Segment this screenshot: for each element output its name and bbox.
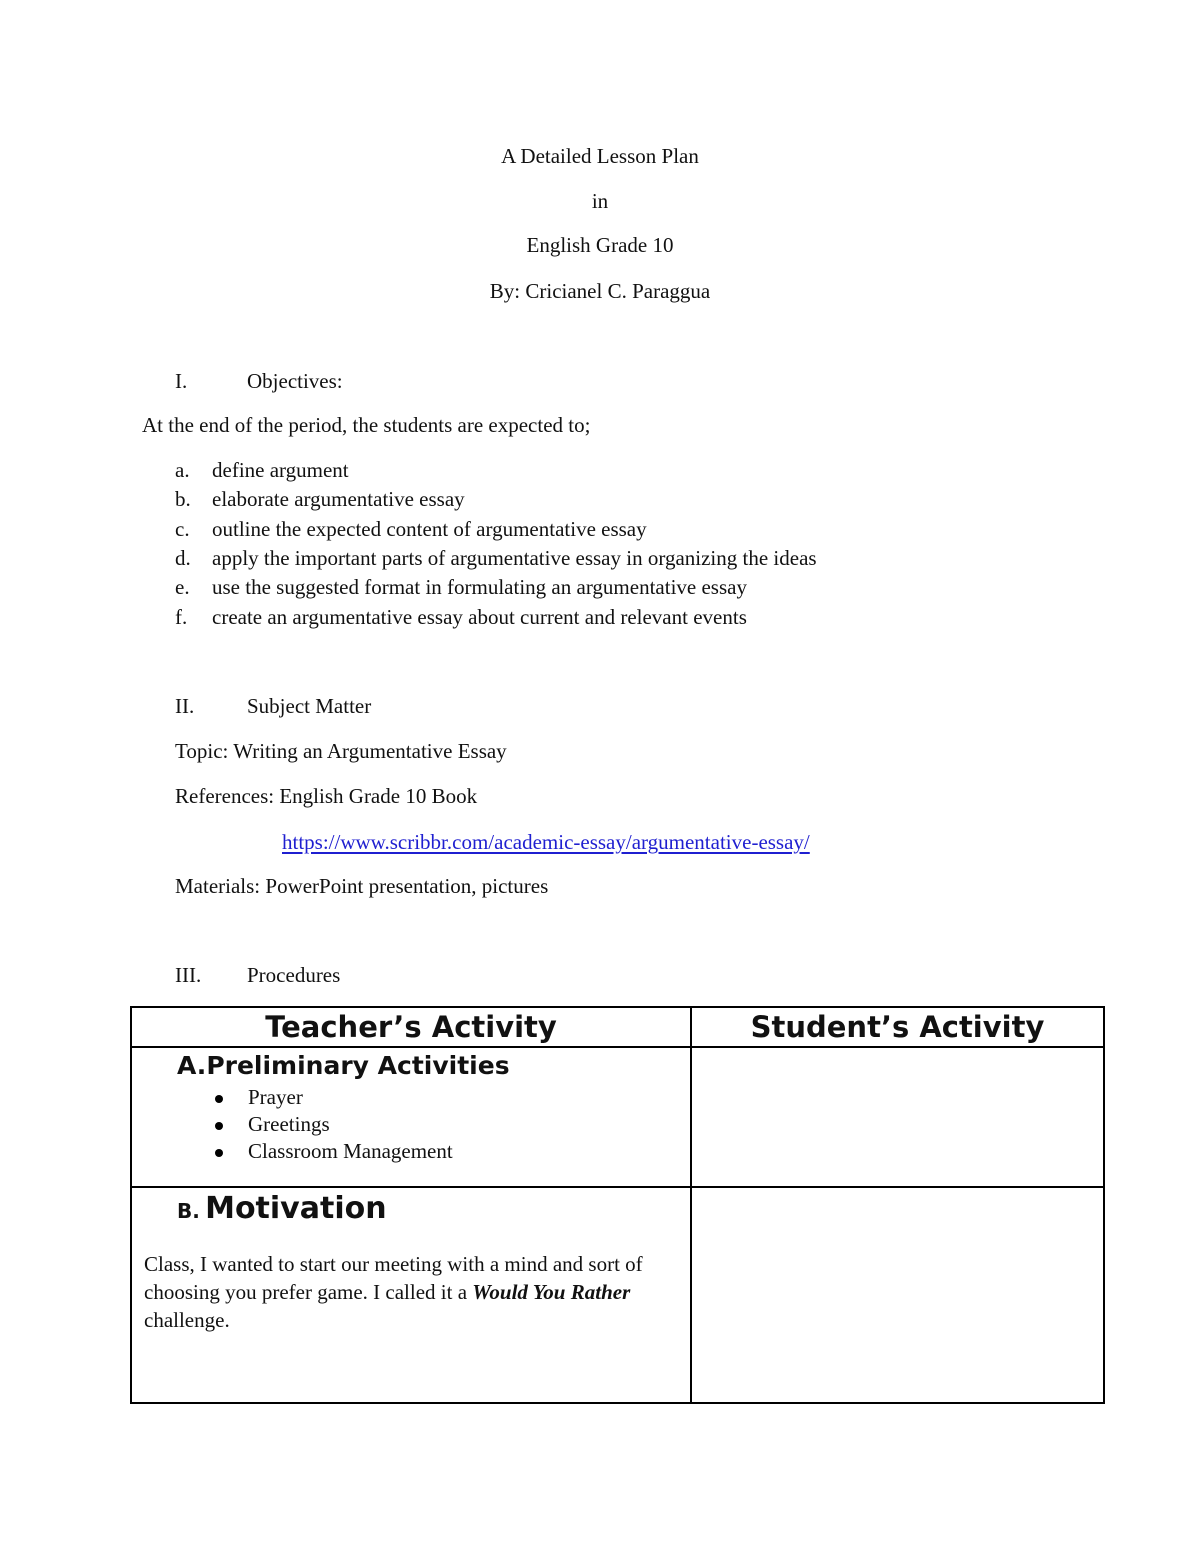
subject-matter-numeral: II. [175, 694, 195, 718]
table-row [131, 1187, 1104, 1403]
topic-line: Topic: Writing an Argumentative Essay [175, 739, 507, 763]
motivation-text: Class, I wanted to start our meeting with a mind and sort of choosing you prefer game. I called it a [144, 1252, 643, 1304]
motivation-emphasis: Would You Rather [472, 1280, 631, 1304]
section-a-title: Preliminary Activities [206, 1051, 510, 1080]
objective-marker: f. [175, 605, 188, 629]
section-b-letter: B. [177, 1199, 200, 1223]
procedures-table [130, 1006, 1105, 1404]
objective-item: outline the expected content of argumentative essay [212, 517, 647, 541]
motivation-text-end: challenge. [144, 1308, 230, 1332]
objective-item: define argument [212, 458, 349, 482]
subject-matter-heading: Subject Matter [247, 694, 372, 718]
list-item-label: Prayer [248, 1085, 303, 1109]
section-b-title: Motivation [205, 1191, 387, 1226]
table-row [131, 1047, 1104, 1187]
doc-title: A Detailed Lesson Plan [501, 144, 699, 168]
bullet-icon [215, 1149, 223, 1157]
objective-marker: c. [175, 517, 190, 541]
table-header-row [131, 1007, 1104, 1047]
list-item [132, 1138, 690, 1165]
objectives-intro: At the end of the period, the students are expected to; [142, 413, 591, 437]
section-a-letter: A. [177, 1051, 207, 1080]
list-item-label: Classroom Management [248, 1139, 453, 1163]
student-activity-header: Student’s Activity [691, 1007, 1104, 1047]
student-activity-cell [691, 1187, 1104, 1403]
objectives-numeral: I. [175, 369, 188, 393]
preliminary-activities-cell [131, 1047, 691, 1187]
doc-author: By: Cricianel C. Paraggua [489, 279, 711, 303]
objective-marker: d. [175, 546, 191, 570]
objective-marker: e. [175, 575, 190, 599]
objective-item: create an argumentative essay about current and relevant events [212, 605, 747, 629]
bullet-icon [215, 1122, 223, 1130]
section-b-heading [132, 1188, 690, 1228]
motivation-cell [131, 1187, 691, 1403]
list-item [132, 1084, 690, 1111]
objective-item: elaborate argumentative essay [212, 487, 465, 511]
materials-line: Materials: PowerPoint presentation, pictures [175, 874, 549, 898]
objective-item: apply the important parts of argumentative essay in organizing the ideas [212, 546, 817, 570]
procedures-heading: Procedures [247, 963, 341, 987]
preliminary-list [132, 1084, 690, 1165]
objective-item: use the suggested format in formulating an argumentative essay [212, 575, 747, 599]
reference-link[interactable]: https://www.scribbr.com/academic-essay/argumentative-essay/ [282, 830, 810, 854]
section-a-heading [132, 1048, 690, 1082]
objectives-heading: Objectives: [247, 369, 343, 393]
procedures-numeral: III. [175, 963, 202, 987]
references-line: References: English Grade 10 Book [175, 784, 478, 808]
bullet-icon [215, 1095, 223, 1103]
list-item [132, 1111, 690, 1138]
list-item-label: Greetings [248, 1112, 330, 1136]
objective-marker: b. [175, 487, 191, 511]
doc-title-in: in [591, 189, 609, 213]
objective-marker: a. [175, 458, 190, 482]
doc-subject: English Grade 10 [526, 233, 674, 257]
teacher-activity-header: Teacher’s Activity [131, 1007, 691, 1047]
motivation-paragraph [132, 1250, 690, 1334]
student-activity-cell [691, 1047, 1104, 1187]
